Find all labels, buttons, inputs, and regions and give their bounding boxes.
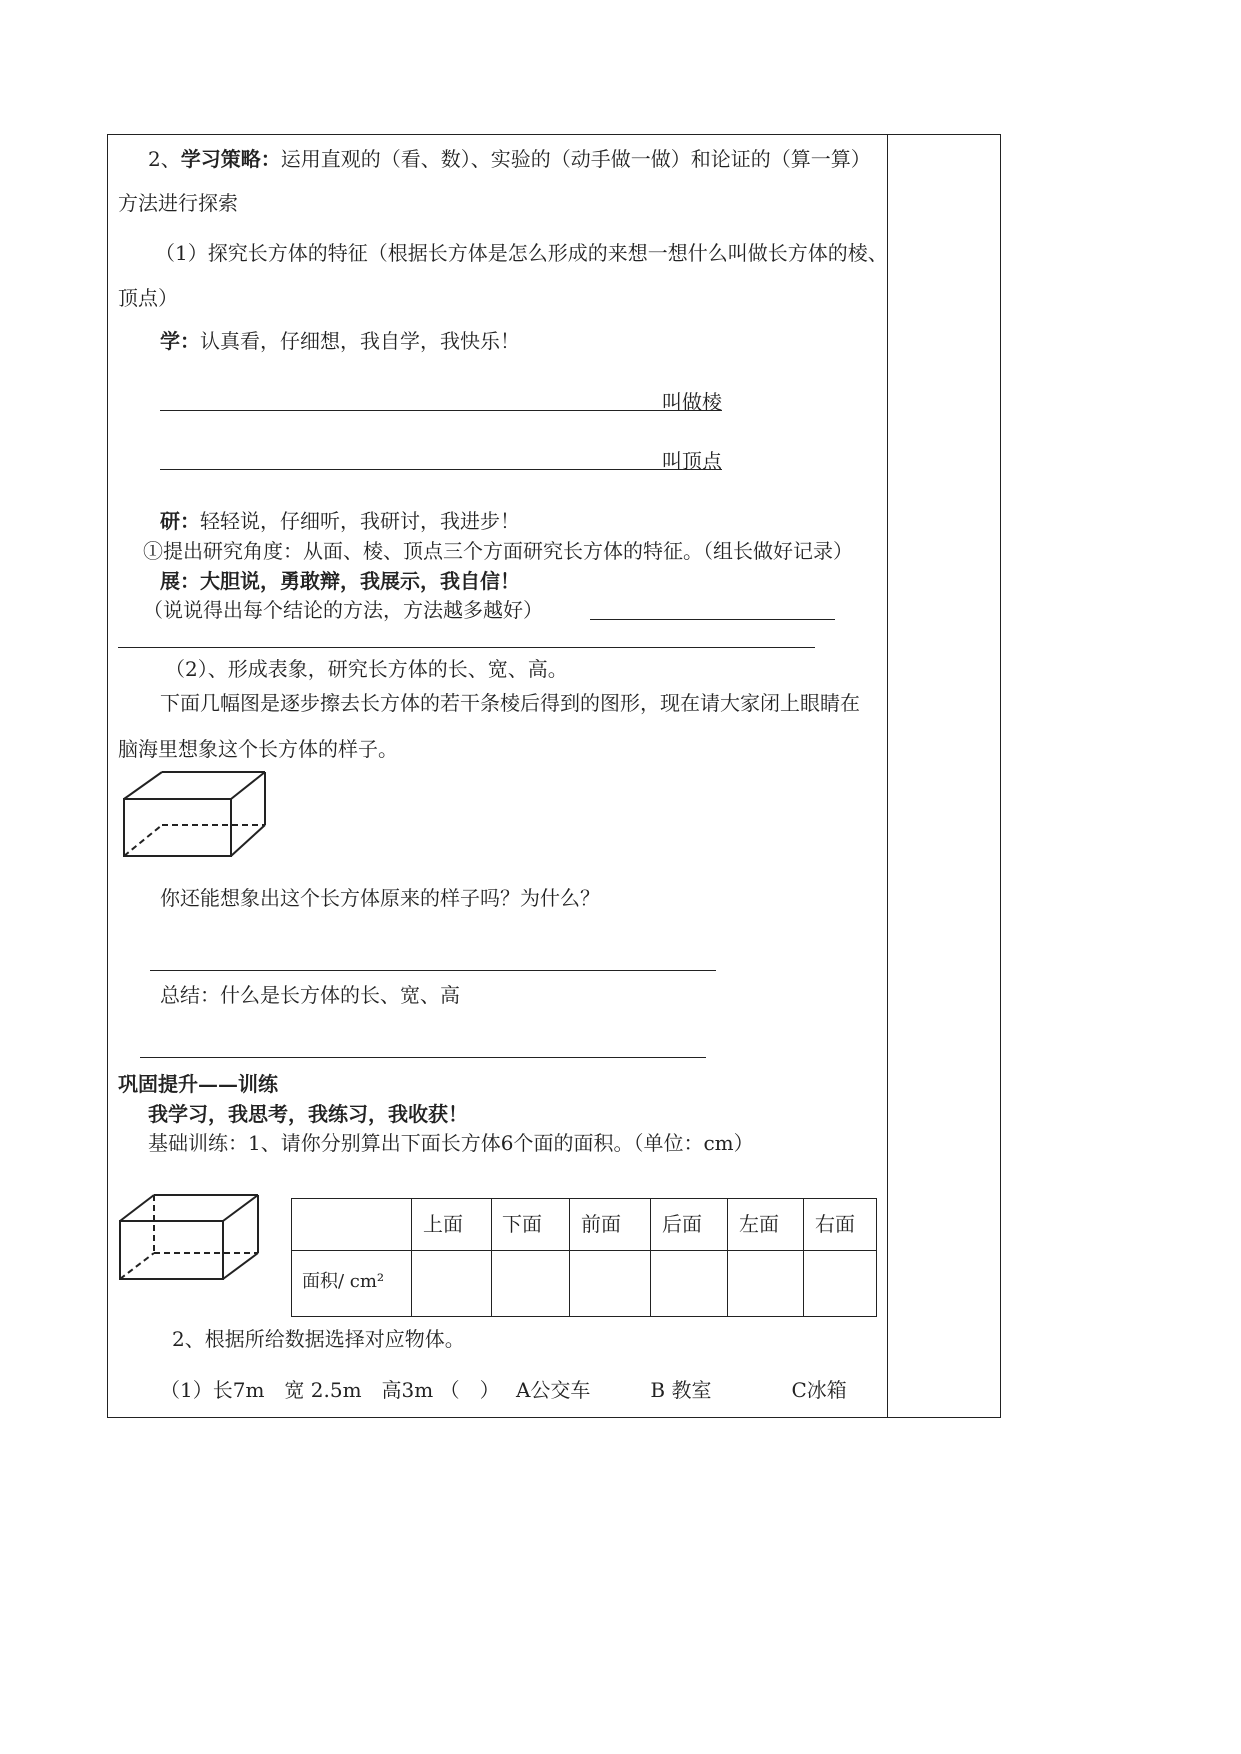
header-label: 下面 — [502, 1212, 542, 1236]
header-label: 上面 — [423, 1212, 463, 1236]
header-label: 前面 — [581, 1212, 621, 1236]
consolidate-heading: 巩固提升——训练 — [118, 1072, 278, 1096]
part2-title: （2）、形成表象，研究长方体的长、宽、高。 — [165, 657, 568, 681]
show-note: （说说得出每个结论的方法，方法越多越好） — [143, 598, 543, 622]
area-header-front — [569, 1198, 651, 1251]
show-line: 展：大胆说，勇敢辩，我展示，我自信！ — [160, 569, 520, 593]
question-answer-line[interactable] — [150, 970, 716, 971]
part2-summary: 总结：什么是长方体的长、宽、高 — [160, 983, 460, 1007]
vertex-blank-line[interactable] — [160, 469, 722, 470]
basic-training: 基础训练：1、请你分别算出下面长方体6个面的面积。（单位：cm） — [148, 1131, 754, 1155]
area-header-back — [650, 1198, 728, 1251]
learn-text: 认真看，仔细想，我自学，我快乐！ — [200, 329, 520, 353]
research-line — [160, 508, 520, 534]
strategy-line — [148, 146, 871, 172]
learn-label: 学： — [160, 329, 200, 353]
part1-line-1: （1）探究长方体的特征（根据长方体是怎么形成的来想一想什么叫做长方体的棱、 — [155, 241, 888, 265]
area-input-top[interactable] — [411, 1250, 492, 1317]
research-item-1: ①提出研究角度：从面、棱、顶点三个方面研究长方体的特征。（组长做好记录） — [143, 539, 853, 563]
area-input-back[interactable] — [650, 1250, 728, 1317]
q2-item-1: （1）长7m 宽 2.5m 高3m （ ） A公交车 B 教室 C冰箱 — [160, 1378, 847, 1402]
q2-title: 2、根据所给数据选择对应物体。 — [172, 1327, 465, 1351]
show-blank-line-2[interactable] — [118, 647, 815, 648]
area-header-right — [803, 1198, 877, 1251]
strategy-line-2: 方法进行探索 — [118, 191, 238, 215]
strategy-text: 运用直观的（看、数）、实验的（动手做一做）和论证的（算一算） — [280, 147, 871, 171]
part2-desc-1: 下面几幅图是逐步擦去长方体的若干条棱后得到的图形，现在请大家闭上眼睛在 — [160, 691, 860, 715]
learn-line — [160, 328, 520, 354]
summary-answer-line[interactable] — [140, 1057, 706, 1058]
section-number: 2、 — [148, 147, 181, 171]
area-header-bottom — [491, 1198, 570, 1251]
area-input-front[interactable] — [569, 1250, 651, 1317]
part2-question: 你还能想象出这个长方体原来的样子吗？为什么？ — [160, 886, 600, 910]
edge-blank-label: 叫做棱 — [662, 390, 722, 414]
area-input-right[interactable] — [803, 1250, 877, 1317]
area-header-left — [727, 1198, 804, 1251]
cuboid-figure-full — [116, 1190, 266, 1282]
area-row-label — [291, 1250, 412, 1317]
header-label: 右面 — [815, 1212, 855, 1236]
part2-desc-2: 脑海里想象这个长方体的样子。 — [118, 737, 398, 761]
strategy-heading: 学习策略： — [180, 147, 281, 171]
area-header-top — [411, 1198, 492, 1251]
cuboid-figure-partial — [118, 766, 278, 866]
vertex-blank-label: 叫顶点 — [662, 449, 722, 473]
header-label: 后面 — [662, 1212, 702, 1236]
area-input-bottom[interactable] — [491, 1250, 570, 1317]
row-label-text: 面积/ cm² — [302, 1271, 385, 1292]
consolidate-motto: 我学习，我思考，我练习，我收获！ — [148, 1102, 468, 1126]
part1-line-2: 顶点） — [118, 286, 178, 310]
side-notes-cell — [887, 134, 1001, 1418]
research-text: 轻轻说，仔细听，我研讨，我进步！ — [200, 509, 520, 533]
research-label: 研： — [160, 509, 200, 533]
area-table-corner — [291, 1198, 412, 1251]
header-label: 左面 — [739, 1212, 779, 1236]
area-input-left[interactable] — [727, 1250, 804, 1317]
edge-blank-line[interactable] — [160, 410, 722, 411]
show-blank-line-1[interactable] — [590, 619, 835, 620]
